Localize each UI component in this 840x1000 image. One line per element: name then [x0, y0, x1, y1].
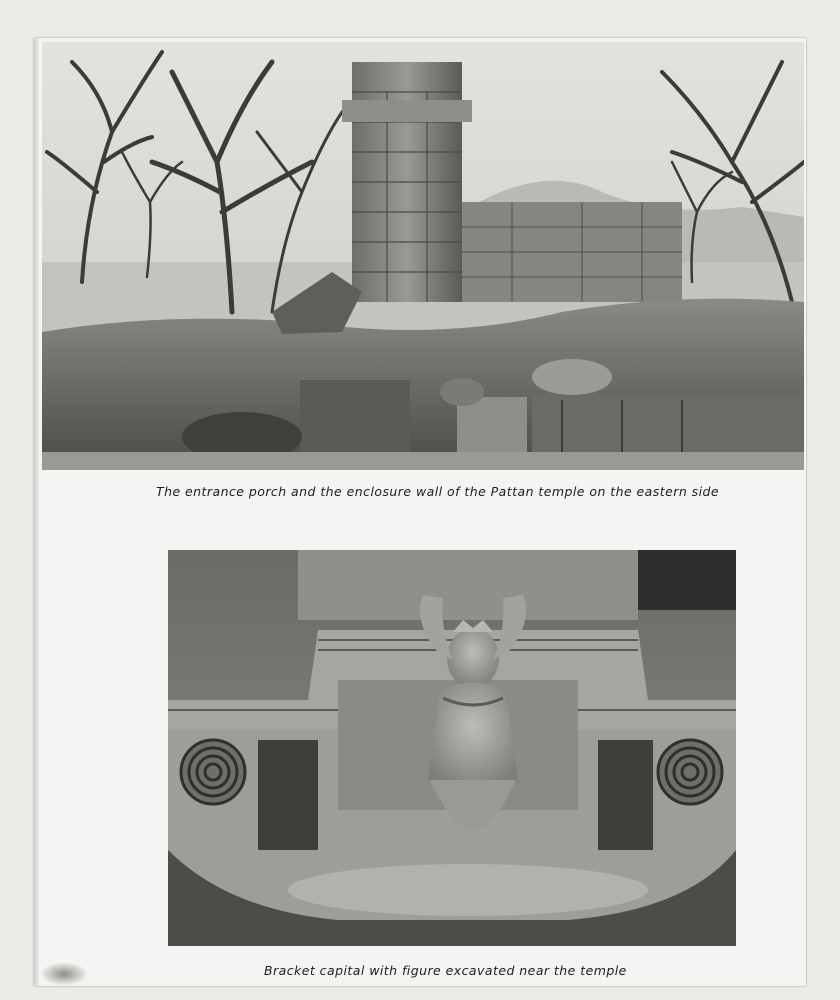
bracket-capital-illustration	[168, 550, 736, 946]
figure-caption-top: The entrance porch and the enclosure wall of the Pattan temple on the eastern side	[156, 484, 720, 499]
thumb-shadow	[40, 962, 88, 986]
temple-ruins-illustration	[42, 42, 804, 470]
bracket-capital-photo	[168, 550, 736, 946]
page-gutter-edge	[34, 38, 40, 986]
temple-ruins-photo	[42, 42, 804, 470]
figure-caption-bottom: Bracket capital with figure excavated near the temple	[264, 963, 627, 978]
